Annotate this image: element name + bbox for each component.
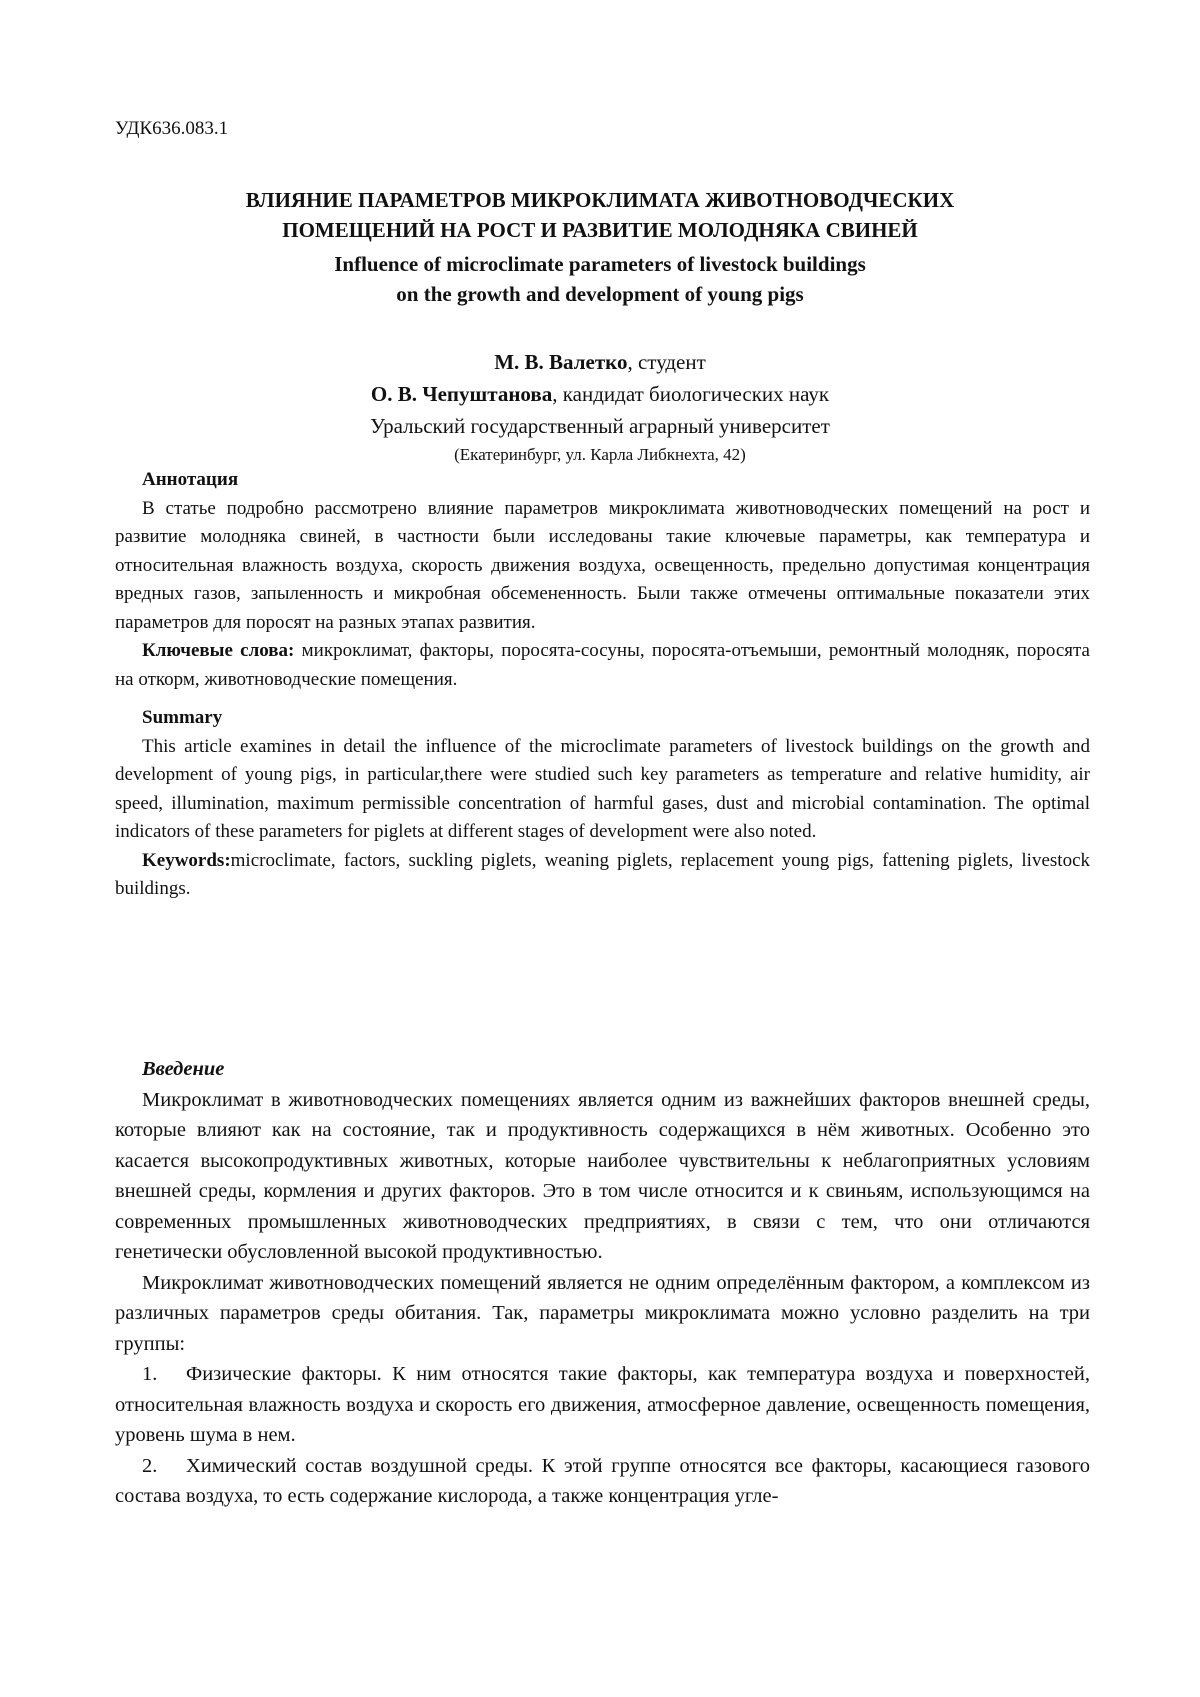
summary-keywords	[115, 847, 1090, 904]
authors-block	[140, 346, 1060, 468]
title-ru-line-2: ПОМЕЩЕНИЙ НА РОСТ И РАЗВИТИЕ МОЛОДНЯКА СВИНЕЙ	[282, 218, 918, 242]
annotation-keywords	[115, 637, 1090, 694]
keywords-label: Ключевые слова:	[142, 640, 295, 661]
title-russian	[140, 185, 1060, 245]
keywords-text: microclimate, factors, suckling piglets, weaning piglets, replacement young pigs, fattening piglets, livestock buildings.	[115, 849, 1090, 899]
author-name: О. В. Чепуштанова	[370, 382, 553, 406]
title-ru-line-1: ВЛИЯНИЕ ПАРАМЕТРОВ МИКРОКЛИМАТА ЖИВОТНОВОДЧЕСКИХ	[245, 188, 955, 212]
keywords-label: Keywords:	[142, 849, 231, 871]
title-english	[140, 249, 1060, 309]
list-item	[115, 1359, 1090, 1451]
list-item	[115, 1451, 1090, 1512]
address: (Екатеринбург, ул. Карла Либкнехта, 42)	[454, 445, 746, 464]
list-text: Химический состав воздушной среды. К этой группе относятся все факторы, касающиеся газового состава воздуха, то есть содержание кислорода, а также концентрация угле-	[115, 1454, 1090, 1507]
keywords-text: микроклимат, факторы, поросята-сосуны, поросята-отъемыши, ремонтный молодняк, поросята на откорм, животноводческие помещения.	[115, 640, 1090, 690]
summary-heading: Summary	[142, 707, 223, 728]
intro-paragraph-2: Микроклимат животноводческих помещений является не одним определённым фактором, а комплексом из различных параметров среды обитания. Так, параметры микроклимата можно условно разделить на три группы:	[115, 1271, 1090, 1355]
udk-code: УДК636.083.1	[115, 118, 229, 139]
intro-paragraph-1: Микроклимат в животноводческих помещениях является одним из важнейших факторов внешней среды, которые влияют как на состояние, так и продуктивность содержащихся в нём животных. Особенно это касается высокопродуктивных животных, которые наиболее чувствительны к неблагоприятных условиям внешней среды, кормления и других факторов. Это в том числе относится и к свиньям, использующимся на современных промышленных животноводческих предприятиях, в связи с тем, что они отличаются генетически обусловленной высокой продуктивностью.	[115, 1088, 1090, 1263]
author-role: , студент	[627, 350, 706, 374]
author-1	[140, 346, 1060, 378]
introduction-heading: Введение	[142, 1058, 225, 1080]
annotation-text: В статье подробно рассмотрено влияние параметров микроклимата животноводческих помещений на рост и развитие молодняка свиней, в частности были исследованы такие ключевые параметры, как температура и относительная влажность воздуха, скорость движения воздуха, освещенность, предельно допустимая концентрация вредных газов, запыленность и микробная обсемененность. Были также отмечены оптимальные показатели этих параметров для поросят на разных этапах развития.	[115, 497, 1090, 633]
author-2	[140, 378, 1060, 410]
annotation-section	[115, 466, 1090, 694]
list-number: 1.	[142, 1363, 158, 1385]
title-en-line-2: on the growth and development of young pigs	[396, 282, 804, 306]
introduction-section	[115, 1054, 1090, 1512]
list-number: 2.	[142, 1454, 158, 1477]
summary-text: This article examines in detail the influence of the microclimate parameters of livestock buildings on the growth and development of young pigs, in particular,there were studied such key parameters as temperature and relative humidity, air speed, illumination, maximum permissible concentration of harmful gases, dust and microbial contamination. The optimal indicators of these parameters for piglets at different stages of development were also noted.	[115, 735, 1090, 842]
author-name: М. В. Валетко	[494, 350, 628, 374]
summary-section	[115, 704, 1090, 904]
title-en-line-1: Influence of microclimate parameters of livestock buildings	[334, 252, 866, 276]
list-text: Физические факторы. К ним относятся такие факторы, как температура воздуха и поверхностей, относительная влажность воздуха и скорость его движения, атмосферное давление, освещенность помещения, уровень шума в нем.	[115, 1363, 1090, 1446]
annotation-heading: Аннотация	[142, 469, 239, 490]
affiliation: Уральский государственный аграрный университет	[370, 414, 830, 438]
author-role: , кандидат биологических наук	[552, 382, 830, 406]
